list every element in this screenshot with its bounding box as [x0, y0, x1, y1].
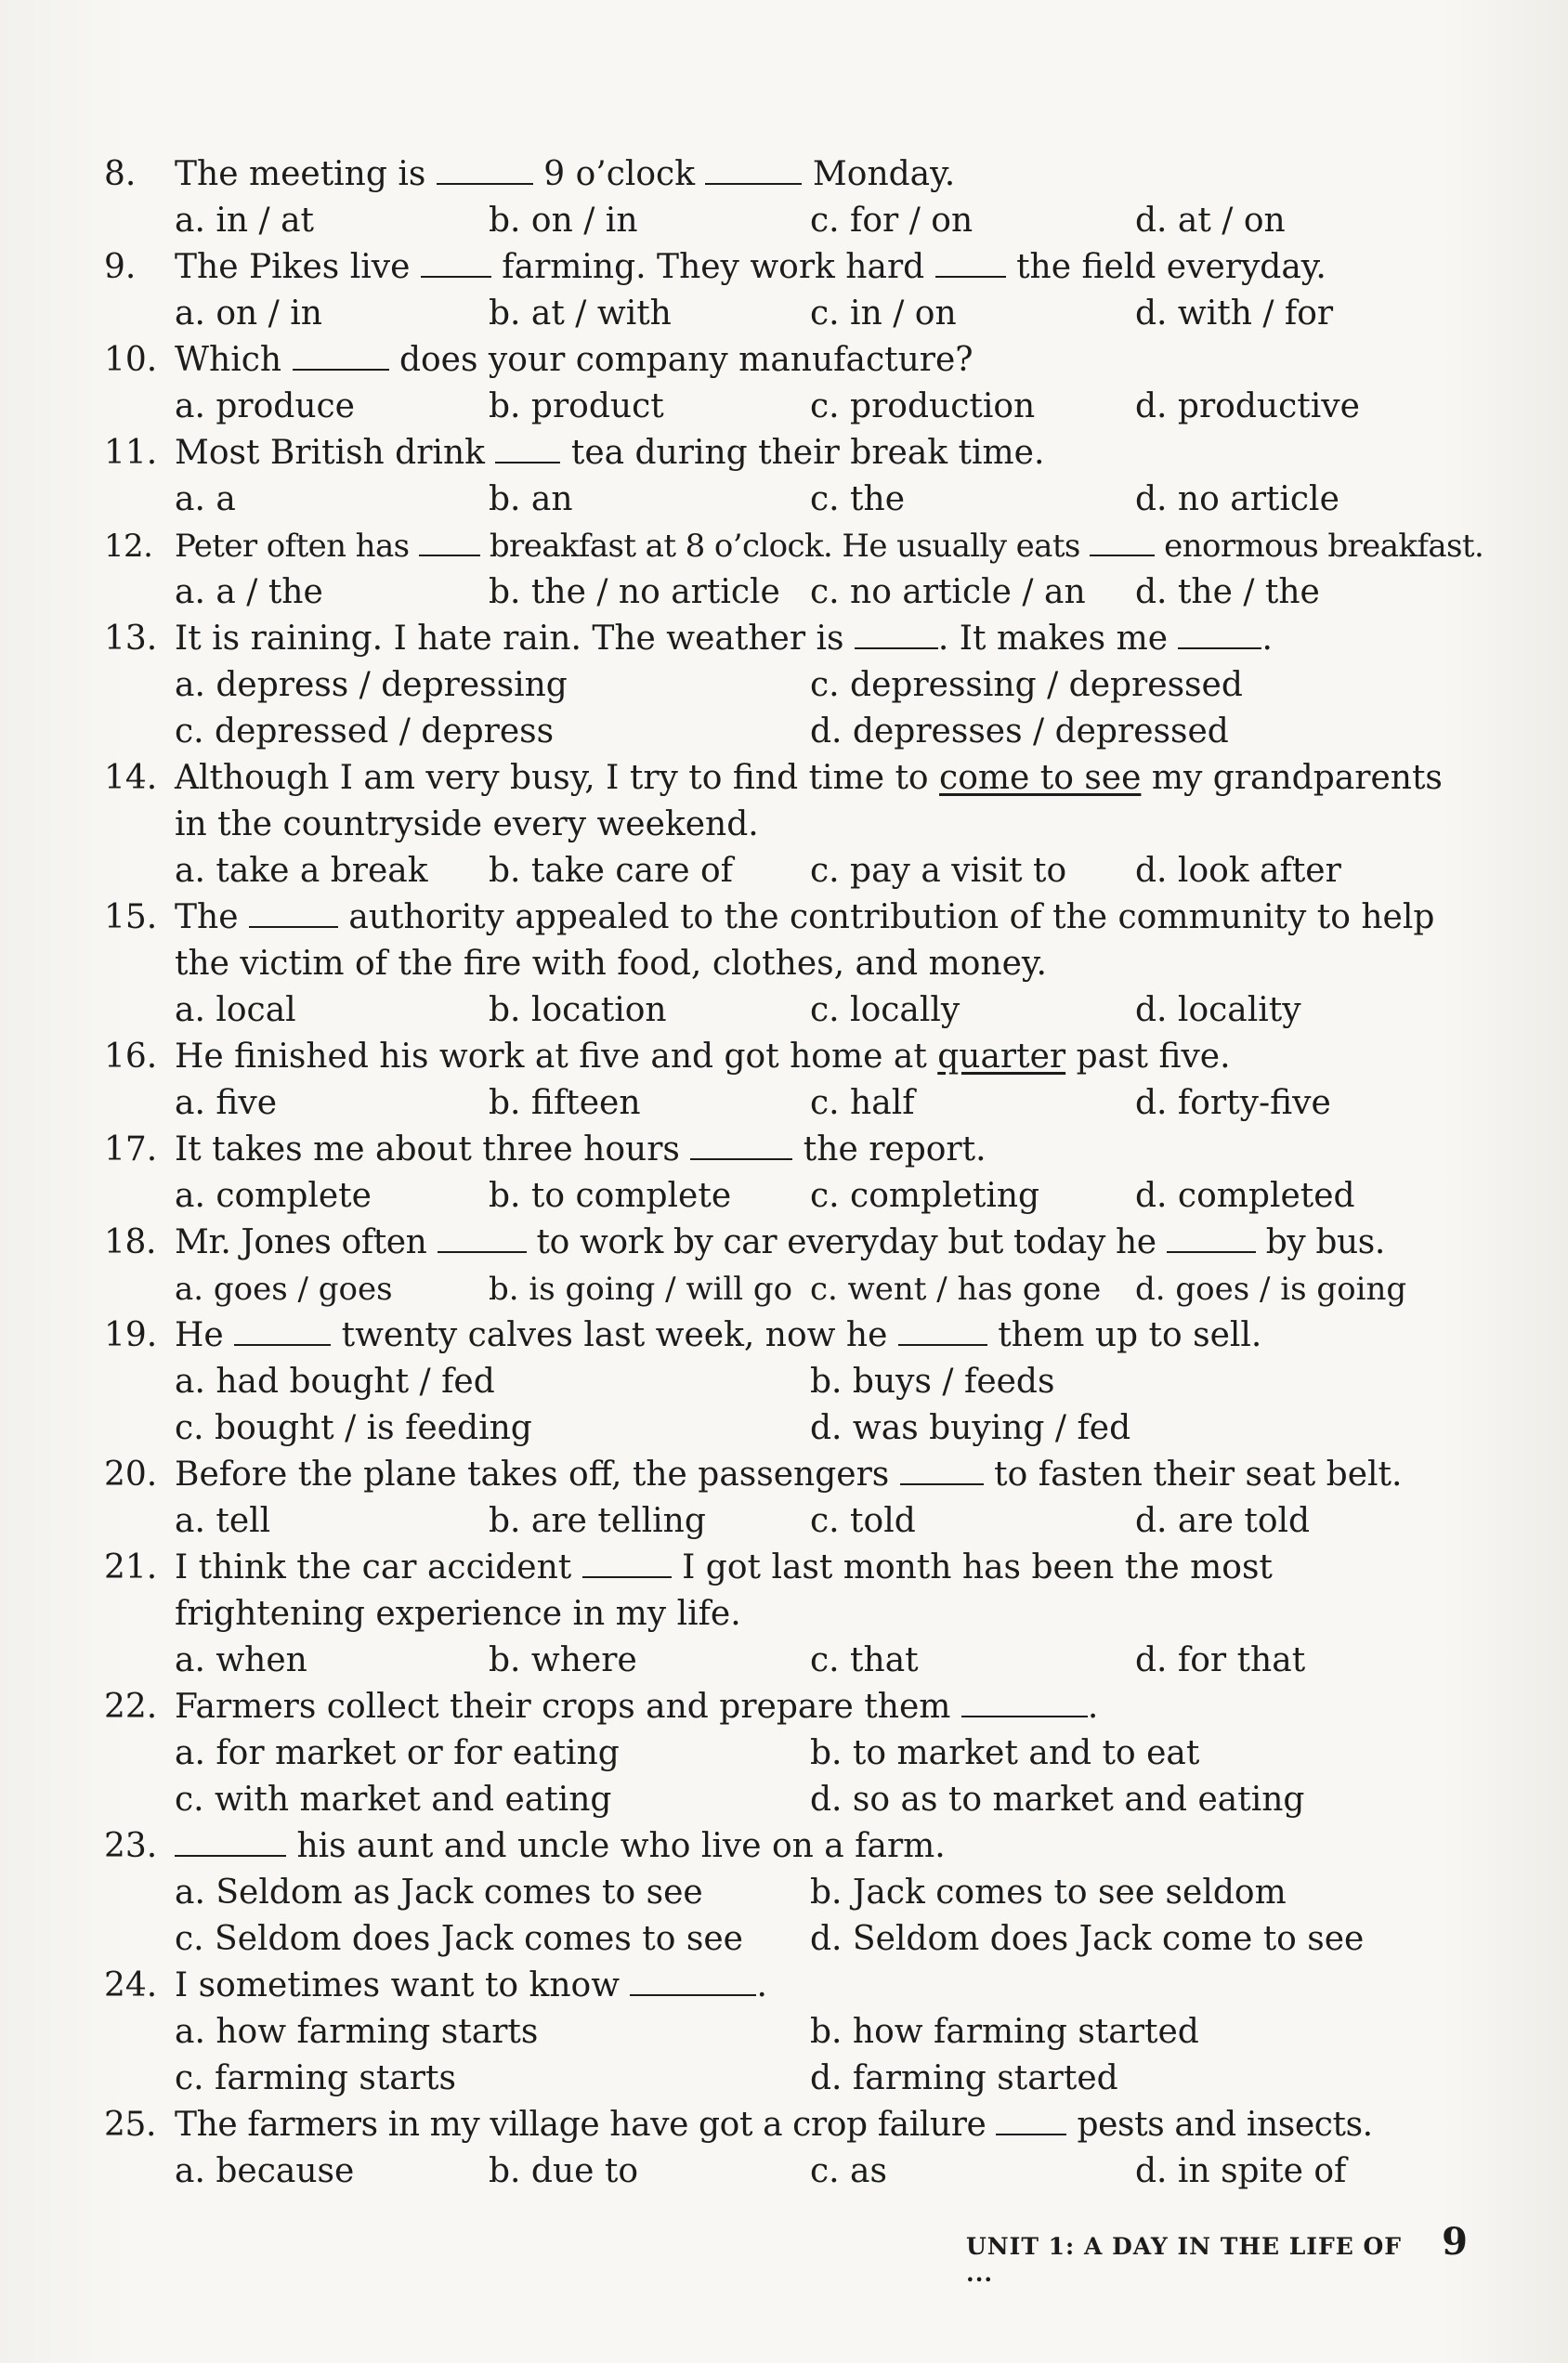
option-c: c. half: [810, 1084, 915, 1122]
question-number: 17.: [104, 1130, 158, 1168]
question-text: Which does your company manufacture?: [175, 341, 973, 379]
question-number: 19.: [104, 1316, 158, 1354]
option-c: c. farming starts: [175, 2059, 456, 2097]
option-a: a. depress / depressing: [175, 666, 568, 704]
option-d: d. goes / is going: [1135, 1271, 1407, 1308]
question-text: Before the plane takes off, the passengers to fasten their seat belt.: [175, 1456, 1403, 1494]
option-d: d. locality: [1135, 991, 1301, 1029]
option-d: d. with / for: [1135, 294, 1334, 333]
options-22-row2: [104, 1777, 1470, 1823]
option-a: a. in / at: [175, 202, 314, 240]
question-12: [104, 523, 1484, 569]
question-number: 9.: [104, 248, 137, 286]
option-d: d. for that: [1135, 1641, 1306, 1679]
answer-blank: [249, 902, 338, 928]
option-c: c. locally: [810, 991, 960, 1029]
question-number: 14.: [104, 759, 158, 797]
question-24: [104, 1963, 1470, 2009]
answer-blank: [630, 1970, 756, 1996]
question-number: 15.: [104, 898, 158, 936]
option-c: c. that: [810, 1641, 919, 1679]
question-text: It takes me about three hours the report.: [175, 1130, 987, 1168]
option-a: a. Seldom as Jack comes to see: [175, 1873, 703, 1912]
question-20: [104, 1452, 1470, 1498]
option-a: a. a / the: [175, 573, 323, 611]
options-19-row2: [104, 1405, 1470, 1452]
answer-blank: [996, 2109, 1066, 2135]
question-11: [104, 430, 1470, 477]
question-number: 18.: [104, 1223, 157, 1261]
option-c: c. no article / an: [810, 573, 1086, 611]
option-c: c. told: [810, 1502, 916, 1540]
options-11: [104, 477, 1470, 523]
question-text: Although I am very busy, I try to find time to come to see my grandparents in the countryside every weekend.: [175, 759, 1443, 843]
option-d: d. completed: [1135, 1177, 1355, 1215]
answer-blank: [437, 159, 533, 185]
options-17: [104, 1173, 1470, 1220]
option-c: c. in / on: [810, 294, 957, 333]
question-9: [104, 244, 1470, 291]
question-number: 13.: [104, 620, 158, 658]
option-a: a. a: [175, 480, 236, 518]
options-22-row1: [104, 1730, 1470, 1777]
answer-blank: [1178, 623, 1261, 649]
option-d: d. productive: [1135, 387, 1360, 425]
option-d: d. at / on: [1135, 202, 1286, 240]
option-c: c. bought / is feeding: [175, 1409, 532, 1447]
question-text: Farmers collect their crops and prepare them .: [175, 1688, 1099, 1726]
option-a: a. local: [175, 991, 296, 1029]
question-21: [104, 1545, 1470, 1638]
answer-blank: [421, 252, 491, 278]
question-number: 22.: [104, 1688, 158, 1726]
question-23: [104, 1823, 1470, 1870]
options-9: [104, 291, 1470, 337]
option-d: d. in spite of: [1135, 2152, 1347, 2190]
option-d: d. forty-five: [1135, 1084, 1331, 1122]
question-text: The farmers in my village have got a crop failure pests and insects.: [175, 2106, 1373, 2144]
question-text: He finished his work at five and got home at quarter past five.: [175, 1038, 1231, 1076]
option-b: b. are telling: [489, 1502, 706, 1540]
answer-blank: [1090, 530, 1155, 556]
option-b: b. product: [489, 387, 664, 425]
option-a: a. on / in: [175, 294, 322, 333]
answer-blank: [898, 1320, 987, 1346]
option-b: b. on / in: [489, 202, 638, 240]
question-text: It is raining. I hate rain. The weather is . It makes me .: [175, 620, 1273, 658]
option-a: a. had bought / fed: [175, 1363, 495, 1401]
option-d: d. so as to market and eating: [810, 1781, 1305, 1819]
underlined-phrase: quarter: [937, 1038, 1066, 1076]
options-14: [104, 848, 1470, 894]
option-b: b. Jack comes to see seldom: [810, 1873, 1287, 1912]
question-8: [104, 151, 1470, 198]
options-15: [104, 987, 1470, 1034]
page-number: 9: [1442, 2220, 1468, 2264]
option-a: a. because: [175, 2152, 355, 2190]
question-text: Mr. Jones often to work by car everyday but today he by bus.: [175, 1223, 1385, 1261]
option-b: b. take care of: [489, 852, 734, 890]
option-d: d. the / the: [1135, 573, 1320, 611]
question-15: [104, 894, 1470, 987]
option-d: d. was buying / fed: [810, 1409, 1131, 1447]
underlined-phrase: come to see: [939, 759, 1142, 797]
option-b: b. at / with: [489, 294, 672, 333]
option-a: a. five: [175, 1084, 278, 1122]
question-number: 11.: [104, 434, 158, 472]
options-24-row2: [104, 2056, 1470, 2102]
option-b: b. fifteen: [489, 1084, 641, 1122]
option-b: b. how farming started: [810, 2013, 1199, 2051]
options-13-row1: [104, 662, 1470, 709]
option-b: b. to market and to eat: [810, 1734, 1200, 1772]
option-a: a. when: [175, 1641, 307, 1679]
question-number: 20.: [104, 1456, 158, 1494]
question-16: [104, 1034, 1470, 1080]
option-b: c. depressing / depressed: [810, 666, 1243, 704]
question-text: The meeting is 9 o’clock Monday.: [175, 155, 956, 193]
question-text: The authority appealed to the contribution of the community to help the victim of the fire with food, clothes, and money.: [175, 898, 1435, 983]
option-b: b. to complete: [489, 1177, 732, 1215]
option-c: c. with market and eating: [175, 1781, 612, 1819]
answer-blank: [495, 437, 560, 463]
question-text: Peter often has breakfast at 8 o’clock. He usually eats enormous breakfast.: [175, 528, 1484, 565]
answer-blank: [582, 1552, 672, 1578]
answer-blank: [900, 1459, 984, 1485]
options-13-row2: [104, 709, 1470, 755]
option-c: c. Seldom does Jack comes to see: [175, 1920, 743, 1958]
option-d: d. are told: [1135, 1502, 1311, 1540]
option-d: d. look after: [1135, 852, 1341, 890]
page-footer: [966, 2220, 1468, 2287]
option-a: a. goes / goes: [175, 1271, 393, 1308]
options-23-row2: [104, 1916, 1470, 1963]
option-a: a. take a break: [175, 852, 428, 890]
option-a: a. for market or for eating: [175, 1734, 620, 1772]
question-number: 23.: [104, 1827, 158, 1865]
option-d: d. Seldom does Jack come to see: [810, 1920, 1365, 1958]
option-a: a. produce: [175, 387, 355, 425]
question-22: [104, 1684, 1470, 1730]
option-b: b. is going / will go: [489, 1271, 793, 1308]
option-b: b. due to: [489, 2152, 639, 2190]
question-19: [104, 1312, 1470, 1359]
question-17: [104, 1127, 1470, 1173]
option-c: c. pay a visit to: [810, 852, 1067, 890]
answer-blank: [293, 345, 389, 371]
answer-blank: [419, 530, 480, 556]
question-text: his aunt and uncle who live on a farm.: [175, 1823, 1470, 1870]
options-18: [104, 1266, 1470, 1312]
option-b: b. where: [489, 1641, 637, 1679]
question-number: 16.: [104, 1038, 158, 1076]
options-20: [104, 1498, 1470, 1545]
answer-blank: [855, 623, 938, 649]
option-d: d. depresses / depressed: [810, 712, 1229, 751]
question-text: He twenty calves last week, now he them up to sell.: [175, 1316, 1262, 1354]
option-c: c. completing: [810, 1177, 1040, 1215]
option-d: d. no article: [1135, 480, 1339, 518]
option-d: d. farming started: [810, 2059, 1118, 2097]
answer-blank: [234, 1320, 331, 1346]
option-b: b. buys / feeds: [810, 1363, 1055, 1401]
question-number: 12.: [104, 528, 153, 565]
question-text: I sometimes want to know .: [175, 1966, 767, 2004]
answer-blank: [690, 1134, 792, 1160]
options-10: [104, 384, 1470, 430]
unit-label: UNIT 1: A DAY IN THE LIFE OF ...: [966, 2233, 1403, 2287]
question-number: 10.: [104, 341, 158, 379]
answer-blank: [1167, 1227, 1256, 1253]
option-c: c. as: [810, 2152, 887, 2190]
option-c: c. depressed / depress: [175, 712, 555, 751]
options-8: [104, 198, 1470, 244]
option-a: a. how farming starts: [175, 2013, 539, 2051]
option-a: a. complete: [175, 1177, 372, 1215]
question-10: [104, 337, 1470, 384]
options-12: [104, 569, 1470, 616]
option-c: c. went / has gone: [810, 1271, 1102, 1308]
question-number: 24.: [104, 1966, 158, 2004]
options-19-row1: [104, 1359, 1470, 1405]
answer-blank: [705, 159, 802, 185]
option-b: b. location: [489, 991, 667, 1029]
exercise-list: [104, 151, 1484, 2195]
question-13: [104, 616, 1470, 662]
options-21: [104, 1638, 1470, 1684]
question-number: 8.: [104, 155, 137, 193]
option-c: c. production: [810, 387, 1036, 425]
option-b: b. the / no article: [489, 573, 780, 611]
question-text: Most British drink tea during their break time.: [175, 434, 1045, 472]
option-a: a. tell: [175, 1502, 271, 1540]
option-c: c. for / on: [810, 202, 973, 240]
options-16: [104, 1080, 1470, 1127]
option-b: b. an: [489, 480, 573, 518]
question-14: [104, 755, 1470, 848]
question-number: 25.: [104, 2106, 157, 2144]
question-text: I think the car accident I got last month has been the most frightening experience in my life.: [175, 1548, 1273, 1633]
question-18: [104, 1220, 1470, 1266]
question-number: 21.: [104, 1548, 158, 1586]
options-24-row1: [104, 2009, 1470, 2056]
question-25: [104, 2102, 1470, 2148]
answer-blank: [175, 1831, 286, 1857]
answer-blank: [961, 1691, 1088, 1717]
option-c: c. the: [810, 480, 906, 518]
question-text: The Pikes live farming. They work hard the field everyday.: [175, 248, 1326, 286]
options-23-row1: [104, 1870, 1470, 1916]
answer-blank: [438, 1227, 527, 1253]
answer-blank: [935, 252, 1006, 278]
options-25: [104, 2148, 1470, 2195]
